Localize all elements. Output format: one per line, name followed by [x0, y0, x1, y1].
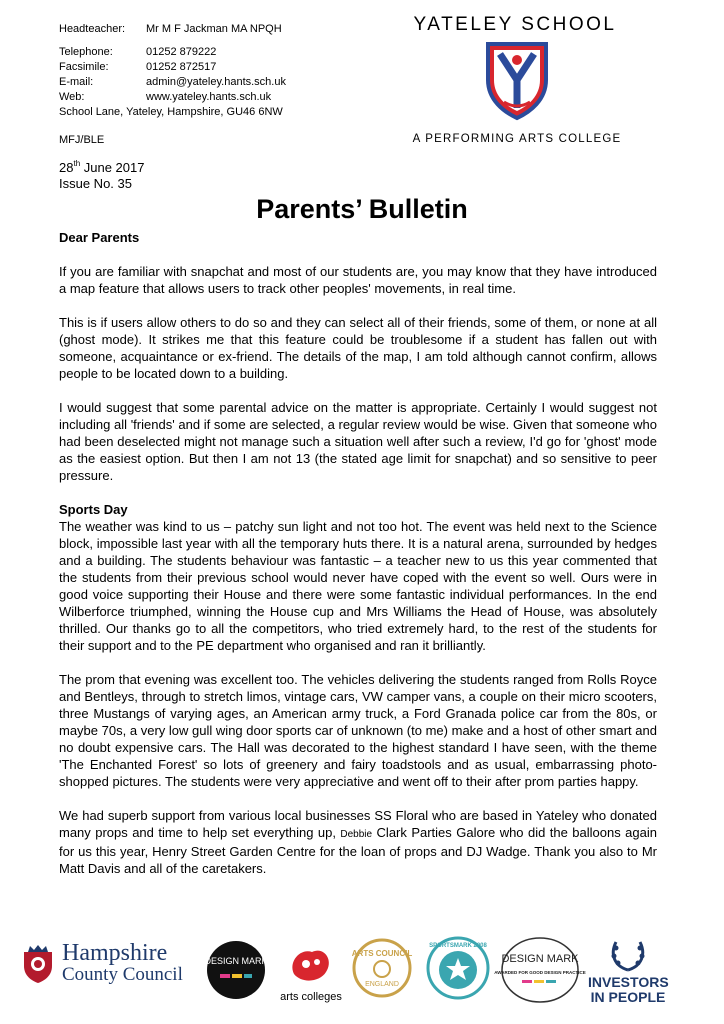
address: School Lane, Yateley, Hampshire, GU46 6NW — [59, 106, 283, 118]
telephone-row: Telephone: 01252 879222 — [59, 46, 217, 58]
paragraph: If you are familiar with snapchat and most of our students are, you may know that they have introduced a map feature that allows users to track other peoples' movements, in real time. — [59, 264, 657, 296]
reference: MFJ/BLE — [59, 134, 105, 146]
hampshire-crest-icon — [22, 944, 54, 984]
school-crest-icon — [484, 40, 550, 120]
arts-council-badge-icon — [352, 938, 412, 998]
paragraph: The prom that evening was excellent too. The vehicles delivering the students ranged from Rolls Royce and Bentleys, through to stretch limos, vintage cars, VW camper vans, a couple on their micro scooters, three Mustangs of varying ages, an American army truck, a Ford Granada police car from the 80s, or maybe 70s, a very low gull wing door sports car of unknown (to me) make and a host of other smart and no doubt expensive cars. The Hall was decorated to the highest standard I have seen, with the theme 'The Enchanted Forest' so lots of greenery and fairy toadstools and as usual, embarrassing photo-shopped pictures. The students were very appreciative and went off to their after prom parties happy. — [59, 672, 657, 789]
investors-in-people-logo: INVESTORS IN PEOPLE — [588, 938, 668, 1005]
bulletin-date: 28th June 2017 — [59, 159, 145, 175]
issue-number: Issue No. 35 — [59, 176, 132, 191]
bulletin-body — [59, 229, 657, 894]
school-name: YATELEY SCHOOL — [413, 14, 617, 35]
hampshire-county-council-logo: Hampshire County Council — [22, 942, 183, 986]
date-block — [59, 160, 144, 192]
headteacher-row: Headteacher: Mr M F Jackman MA NPQH — [59, 23, 282, 35]
design-mark-award-icon — [494, 936, 586, 1004]
svg-text:SPORTSMARK 2008: SPORTSMARK 2008 — [429, 943, 487, 949]
section-heading-sports-day: Sports Day — [59, 502, 128, 517]
web-link[interactable]: www.yateley.hants.sch.uk — [146, 91, 272, 103]
web-row: Web: www.yateley.hants.sch.uk — [59, 91, 272, 103]
svg-text:ARTS COUNCIL: ARTS COUNCIL — [351, 949, 413, 958]
design-mark-badge-icon — [206, 940, 266, 1000]
email-link[interactable]: admin@yateley.hants.sch.uk — [146, 76, 286, 88]
arts-colleges-icon — [286, 944, 336, 986]
svg-text:DESIGN MARK: DESIGN MARK — [501, 953, 579, 965]
sportsmark-badge-icon — [426, 936, 490, 1000]
page-title: Parents’ Bulletin — [256, 194, 468, 224]
contact-block — [59, 22, 286, 120]
svg-text:AWARDED FOR GOOD DESIGN PRACTI: AWARDED FOR GOOD DESIGN PRACTICE — [494, 970, 586, 975]
logo-strip — [0, 930, 724, 1020]
salutation: Dear Parents — [59, 230, 140, 245]
paragraph: I would suggest that some parental advice on the matter is appropriate. Certainly I would suggest not including all 'friends' and if some are selected, a regular review would be wise. Given that someone who had been deselected might not manage such a situation well after such a review, I'd go for 'ghost' mode as the easiest option. But then I am not 13 (the stated age limit for snapchat) and so sensitive to peer pressure. — [59, 400, 657, 483]
paragraph: The weather was kind to us – patchy sun light and not too hot. The event was held next to the Science block, impossible last year with all the temporary huts there. It is a natural arena, surrounded by hedges and a building. The students behaviour was fantastic – a teacher new to us this year commented that the students from their previous school would never have coped with the event so well. Ours were in good voice supporting their House and there were some fantastic individual performances. In the end Wilberforce triumphed, winning the House cup and Mrs Williams the Head of House, was absolutely thrilled. Our thanks go to all the competitors, who tried extremely hard, to the rest of the students for their support and to the PE department who organised and ran it brilliantly. — [59, 519, 657, 653]
paragraph-thanks: We had superb support from various local businesses SS Floral who are based in Yateley who donated many props and time to help set everything up, Debbie Clark Parties Galore who did the balloons again for us this year, Henry Street Garden Centre for the loan of props and DJ Wadge. Thank you also to Mr Matt Davis and all of the caretakers. — [59, 808, 657, 876]
paragraph: This is if users allow others to do so and they can select all of their friends, some of them, or none at all (ghost mode). It strikes me that this feature could be troublesome if a student has fallen out with someone, acquaintance or ex-friend. The details of the map, I am told although cannot confirm, allows people to be located down to a building. — [59, 315, 657, 381]
laurel-wreath-icon — [608, 938, 648, 972]
email-row: E-mail: admin@yateley.hants.sch.uk — [59, 76, 286, 88]
facsimile-row: Facsimile: 01252 872517 — [59, 61, 217, 73]
arts-colleges-logo: arts colleges — [276, 944, 346, 1003]
svg-text:ENGLAND: ENGLAND — [365, 981, 399, 988]
svg-text:DESIGN MARK: DESIGN MARK — [204, 956, 268, 966]
college-subtitle: A PERFORMING ARTS COLLEGE — [412, 133, 622, 145]
